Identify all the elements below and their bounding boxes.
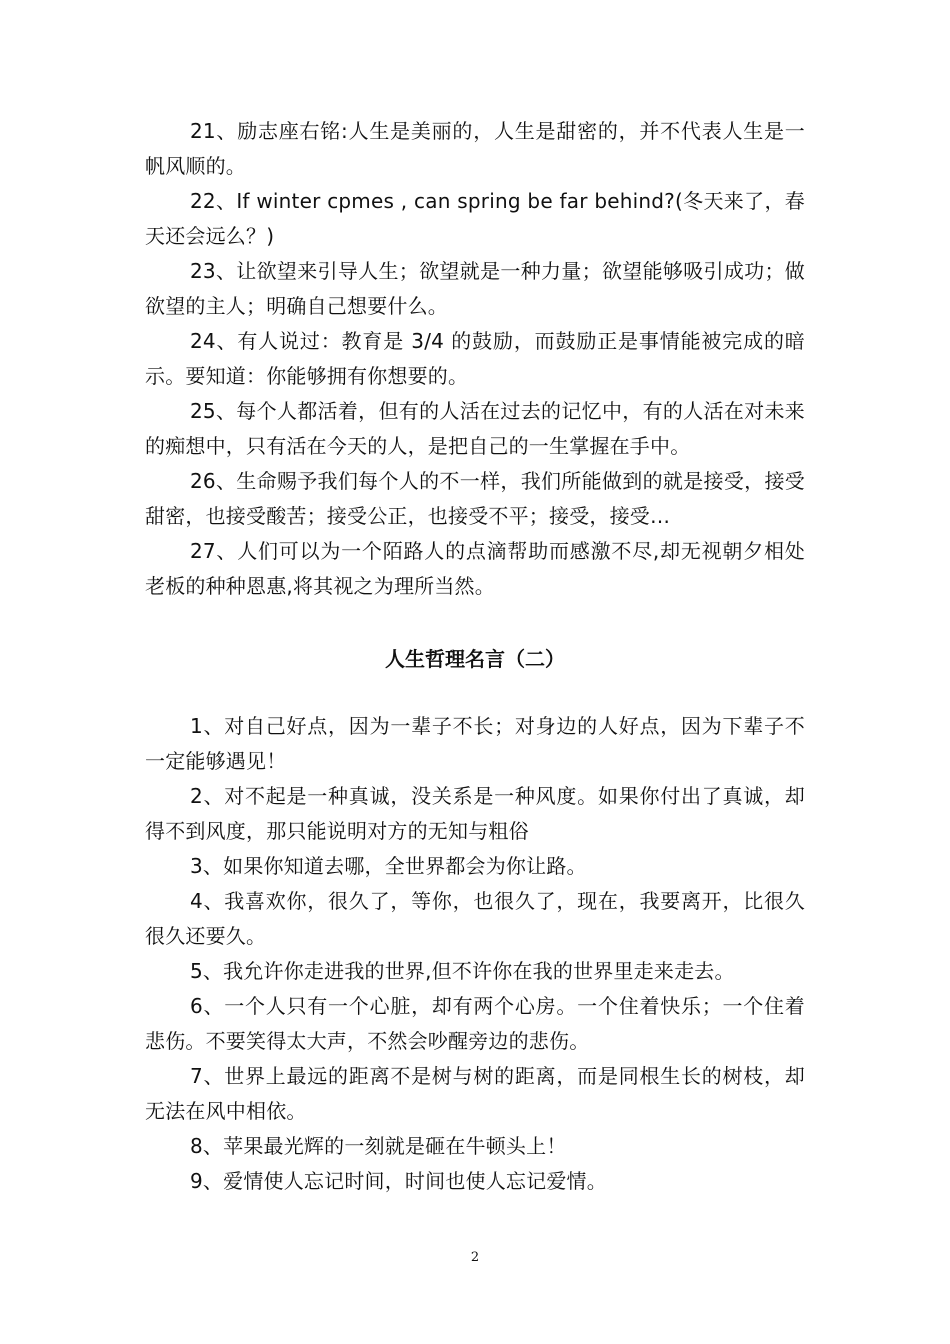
quote-paragraph-4: 4、我喜欢你，很久了，等你，也很久了，现在，我要离开，比很久很久还要久。 — [145, 889, 805, 948]
quote-paragraph-5: 5、我允许你走进我的世界,但不许你在我的世界里走来走去。 — [190, 959, 735, 983]
quote-paragraph-26: 26、生命赐予我们每个人的不一样，我们所能做到的就是接受，接受甜密，也接受酸苦；接受公正，也接受不平；接受，接受… — [145, 469, 805, 528]
quotes-section-2 — [145, 709, 805, 1199]
quote-paragraph-3: 3、如果你知道去哪，全世界都会为你让路。 — [190, 854, 587, 878]
quote-paragraph-22: 22、If winter cpmes , can spring be far behind?(冬天来了，春天还会远么？) — [145, 189, 805, 248]
quote-paragraph-6: 6、一个人只有一个心脏，却有两个心房。一个住着快乐；一个住着悲伤。不要笑得太大声，不然会吵醒旁边的悲伤。 — [145, 994, 805, 1053]
quote-paragraph-27: 27、人们可以为一个陌路人的点滴帮助而感激不尽,却无视朝夕相处老板的种种恩惠,将其视之为理所当然。 — [145, 539, 805, 598]
quote-paragraph-23: 23、让欲望来引导人生；欲望就是一种力量；欲望能够吸引成功；做欲望的主人；明确自己想要什么。 — [145, 259, 805, 318]
quote-paragraph-1: 1、对自己好点，因为一辈子不长；对身边的人好点，因为下辈子不一定能够遇见！ — [145, 714, 805, 773]
quotes-section-1 — [145, 114, 805, 604]
section-title: 人生哲理名言（二） — [385, 647, 565, 671]
quote-paragraph-25: 25、每个人都活着，但有的人活在过去的记忆中，有的人活在对未来的痴想中，只有活在今天的人，是把自己的一生掌握在手中。 — [145, 399, 805, 458]
quote-paragraph-2: 2、对不起是一种真诚，没关系是一种风度。如果你付出了真诚，却得不到风度，那只能说明对方的无知与粗俗 — [145, 784, 805, 843]
quote-paragraph-21: 21、励志座右铭:人生是美丽的，人生是甜密的，并不代表人生是一帆风顺的。 — [145, 119, 805, 178]
page-number: 2 — [470, 1250, 480, 1265]
quote-paragraph-24: 24、有人说过：教育是 3/4 的鼓励，而鼓励正是事情能被完成的暗示。要知道：你能够拥有你想要的。 — [145, 329, 805, 388]
quote-paragraph-9: 9、爱情使人忘记时间，时间也使人忘记爱情。 — [190, 1169, 607, 1193]
quote-paragraph-7: 7、世界上最远的距离不是树与树的距离，而是同根生长的树枝，却无法在风中相依。 — [145, 1064, 805, 1123]
quote-paragraph-8: 8、苹果最光辉的一刻就是砸在牛顿头上！ — [190, 1134, 567, 1158]
